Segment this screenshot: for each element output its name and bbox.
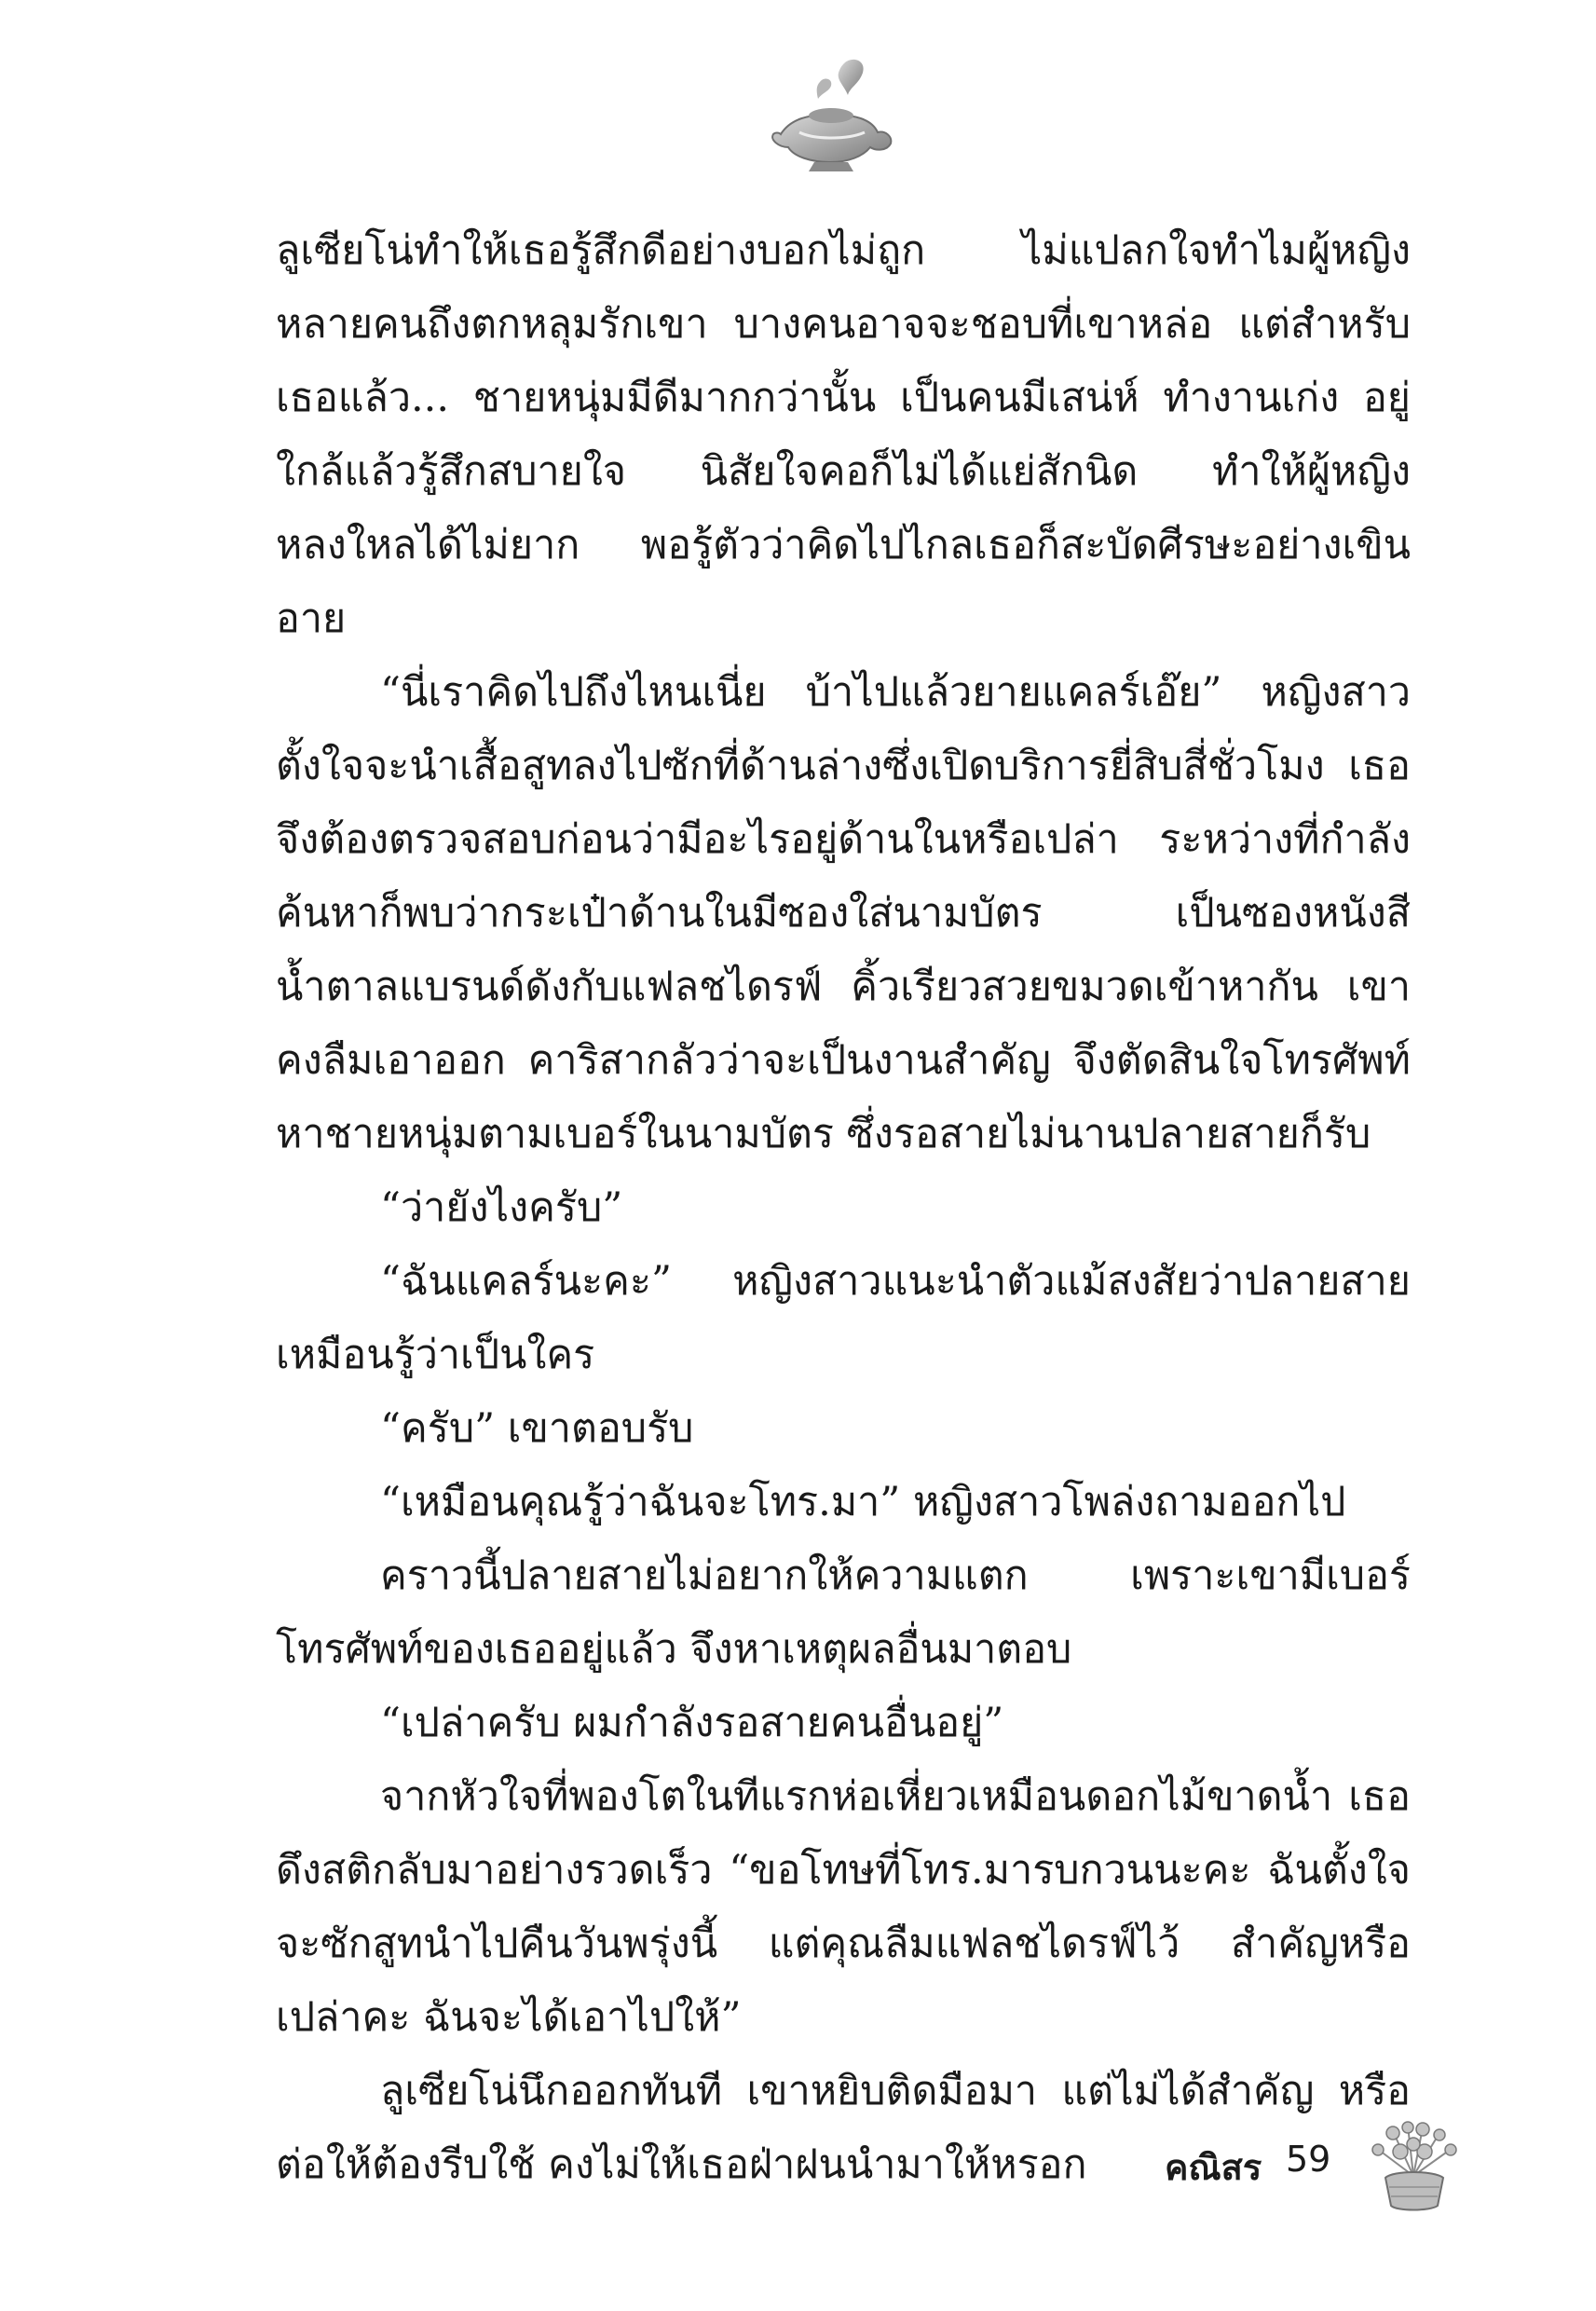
paragraph: จากหัวใจที่พองโตในทีแรกห่อเหี่ยวเหมือนดอกไม้ขาดน้ำ เธอดึงสติกลับมาอย่างรวดเร็ว “ขอโทษที่โทร.มารบกวนนะคะ ฉันตั้งใจจะซักสูทนำไปคืนวันพรุ่งนี้ แต่คุณลืมแฟลชไดรฟ์ไว้ สำคัญหรือเปล่าคะ ฉันจะได้เอาไปให้” <box>276 1773 1411 2041</box>
genie-lamp-icon <box>762 54 902 175</box>
paragraph: “ครับ” เขาตอบรับ <box>380 1405 694 1452</box>
paragraph: “ว่ายังไงครับ” <box>380 1184 623 1231</box>
paragraph: “เหมือนคุณรู้ว่าฉันจะโทร.มา” หญิงสาวโพล่งถามออกไป <box>380 1479 1346 1525</box>
paragraph: “ฉันแคลร์นะคะ” หญิงสาวแนะนำตัวแม้สงสัยว่าปลายสายเหมือนรู้ว่าเป็นใคร <box>276 1258 1411 1378</box>
page-footer <box>1165 2120 1472 2222</box>
paragraph: “เปล่าครับ ผมกำลังรอสายคนอื่นอยู่” <box>380 1700 1004 1746</box>
flower-bouquet-icon <box>1365 2120 1463 2213</box>
page-number: 59 <box>1286 2139 1331 2180</box>
paragraph: “นี่เราคิดไปถึงไหนเนี่ย บ้าไปแล้วยายแคลร์เอ๊ย” หญิงสาวตั้งใจจะนำเสื้อสูทลงไปซักที่ด้านล่างซึ่งเปิดบริการยี่สิบสี่ชั่วโมง เธอจึงต้องตรวจสอบก่อนว่ามีอะไรอยู่ด้านในหรือเปล่า ระหว่างที่กำลังค้นหาก็พบว่ากระเป๋าด้านในมีซองใส่นามบัตร เป็นซองหนังสีน้ำตาลแบรนด์ดังกับแฟลชไดรฟ์ คิ้วเรียวสวยขมวดเข้าหากัน เขาคงลืมเอาออก คาริสากลัวว่าจะเป็นงานสำคัญ จึงตัดสินใจโทรศัพท์หาชายหนุ่มตามเบอร์ในนามบัตร ซึ่งรอสายไม่นานปลายสายก็รับ <box>276 669 1411 1157</box>
paragraph: คราวนี้ปลายสายไม่อยากให้ความแตก เพราะเขามีเบอร์โทรศัพท์ของเธออยู่แล้ว จึงหาเหตุผลอื่นมาตอบ <box>276 1552 1411 1673</box>
paragraph: ลูเซียโน่ทำให้เธอรู้สึกดีอย่างบอกไม่ถูก ไม่แปลกใจทำไมผู้หญิงหลายคนถึงตกหลุมรักเขา บางคนอาจจะชอบที่เขาหล่อ แต่สำหรับเธอแล้ว... ชายหนุ่มมีดีมากกว่านั้น เป็นคนมีเสน่ห์ ทำงานเก่ง อยู่ใกล้แล้วรู้สึกสบายใจ นิสัยใจคอก็ไม่ได้แย่สักนิด ทำให้ผู้หญิงหลงใหลได้ไม่ยาก พอรู้ตัวว่าคิดไปไกลเธอก็สะบัดศีรษะอย่างเขินอาย <box>276 227 1411 642</box>
footer-author-name: คณิสร <box>1165 2147 1262 2188</box>
body-text <box>276 214 1411 2202</box>
paragraph: ลูเซียโน่นึกออกทันที เขาหยิบติดมือมา แต่ไม่ได้สำคัญ หรือต่อให้ต้องรีบใช้ คงไม่ให้เธอฝ่าฝนนำมาให้หรอก <box>276 2068 1411 2188</box>
